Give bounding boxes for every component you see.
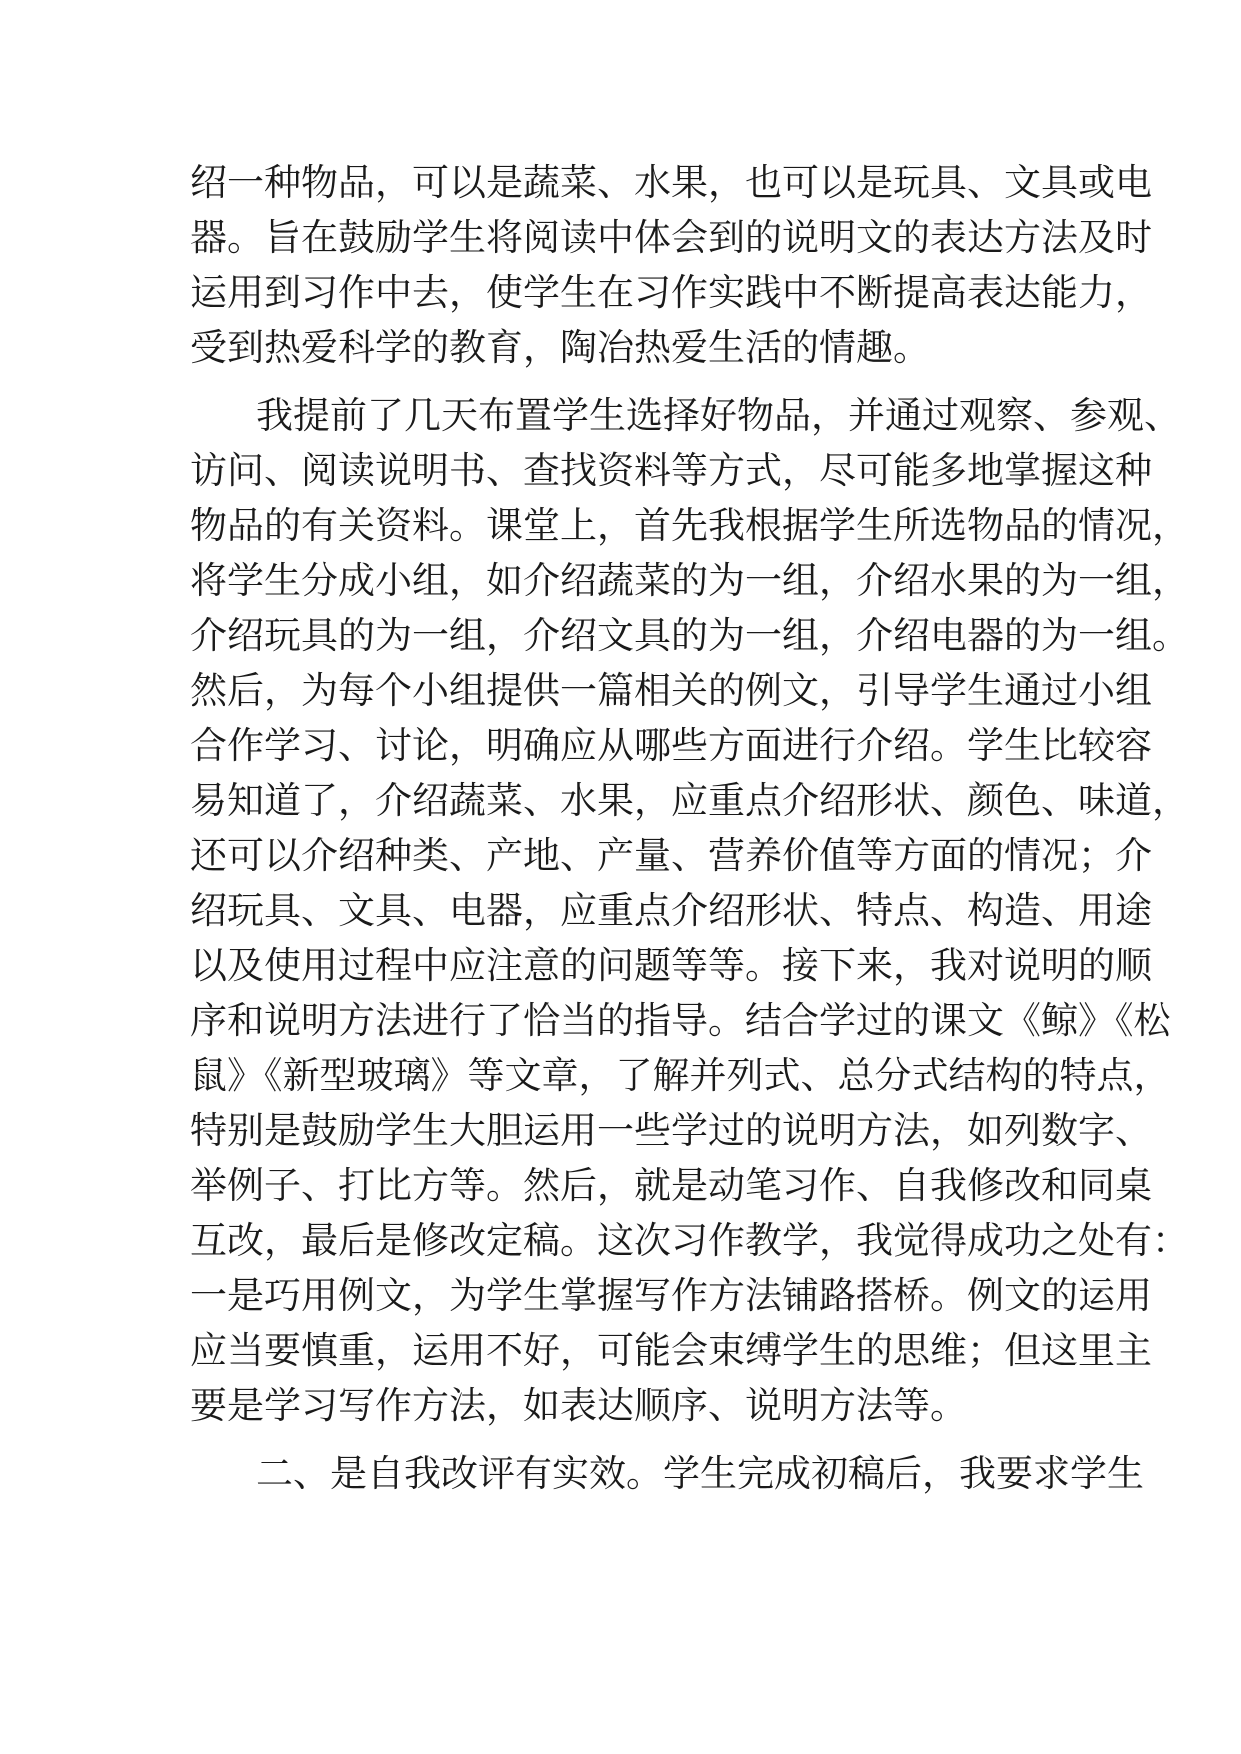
text-line: 合作学习、讨论，明确应从哪些方面进行介绍。学生比较容 — [190, 724, 1152, 767]
text-line: 介绍玩具的为一组，介绍文具的为一组，介绍电器的为一组。 — [190, 614, 1189, 657]
paragraph — [190, 388, 1189, 1433]
text-line: 绍玩具、文具、电器，应重点介绍形状、特点、构造、用途 — [190, 889, 1152, 932]
text-line: 序和说明方法进行了恰当的指导。结合学过的课文《鲸》《松 — [190, 999, 1171, 1042]
text-line: 互改，最后是修改定稿。这次习作教学，我觉得成功之处有： — [190, 1219, 1189, 1262]
text-line: 物品的有关资料。课堂上，首先我根据学生所选物品的情况， — [190, 504, 1189, 547]
text-line: 易知道了，介绍蔬菜、水果，应重点介绍形状、颜色、味道， — [190, 779, 1189, 822]
text-line: 二、是自我改评有实效。学生完成初稿后，我要求学生 — [256, 1452, 1144, 1495]
text-line: 受到热爱科学的教育，陶冶热爱生活的情趣。 — [190, 326, 930, 369]
text-line: 以及使用过程中应注意的问题等等。接下来，我对说明的顺 — [190, 944, 1152, 987]
text-line: 举例子、打比方等。然后，就是动笔习作、自我修改和同桌 — [190, 1164, 1152, 1207]
text-line: 还可以介绍种类、产地、产量、营养价值等方面的情况；介 — [190, 834, 1152, 877]
paragraph — [190, 1446, 1144, 1501]
text-line: 绍一种物品，可以是蔬菜、水果，也可以是玩具、文具或电 — [190, 161, 1152, 204]
paragraph — [190, 155, 1152, 375]
text-line: 应当要慎重，运用不好，可能会束缚学生的思维；但这里主 — [190, 1329, 1152, 1372]
text-line: 一是巧用例文，为学生掌握写作方法铺路搭桥。例文的运用 — [190, 1274, 1152, 1317]
text-line: 我提前了几天布置学生选择好物品，并通过观察、参观、 — [256, 394, 1181, 437]
text-line: 运用到习作中去，使学生在习作实践中不断提高表达能力， — [190, 271, 1152, 314]
text-line: 访问、阅读说明书、查找资料等方式，尽可能多地掌握这种 — [190, 449, 1152, 492]
text-line: 然后，为每个小组提供一篇相关的例文，引导学生通过小组 — [190, 669, 1152, 712]
document-body — [190, 155, 1189, 1501]
text-line: 特别是鼓励学生大胆运用一些学过的说明方法，如列数字、 — [190, 1109, 1152, 1152]
text-line: 器。旨在鼓励学生将阅读中体会到的说明文的表达方法及时 — [190, 216, 1152, 259]
text-line: 鼠》《新型玻璃》等文章，了解并列式、总分式结构的特点， — [190, 1054, 1171, 1097]
text-line: 要是学习写作方法，如表达顺序、说明方法等。 — [190, 1384, 967, 1427]
text-line: 将学生分成小组，如介绍蔬菜的为一组，介绍水果的为一组， — [190, 559, 1189, 602]
